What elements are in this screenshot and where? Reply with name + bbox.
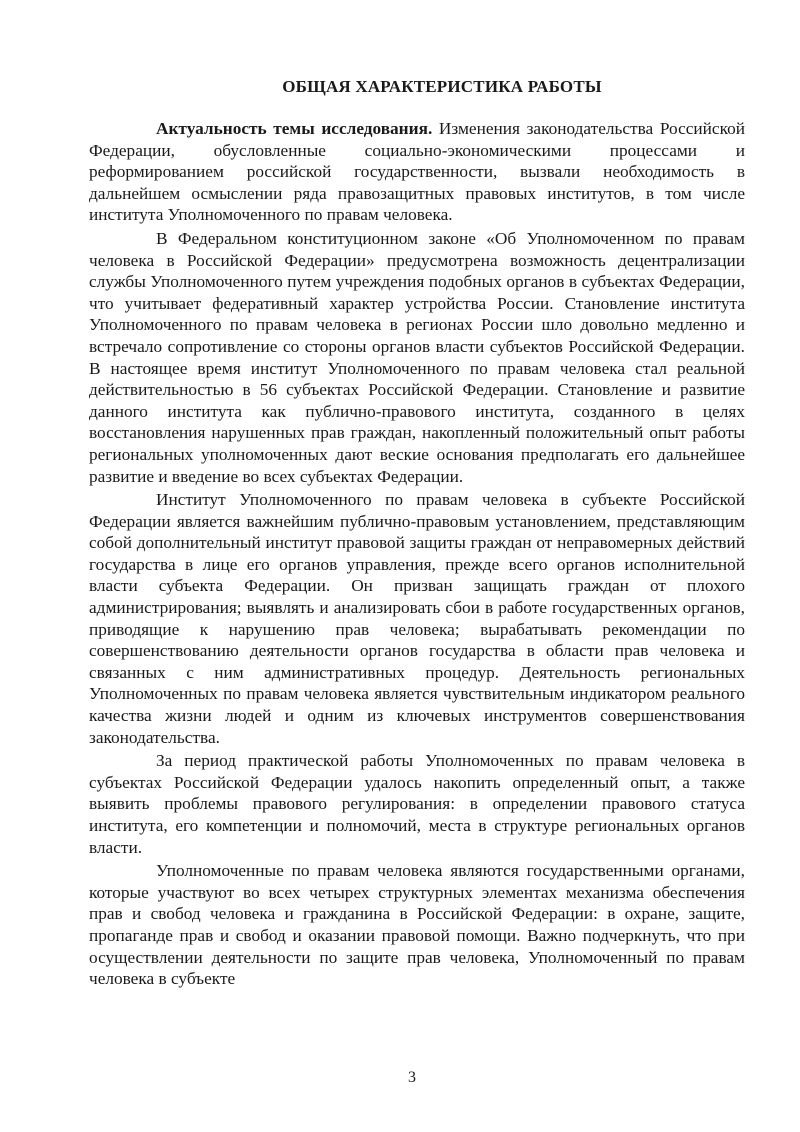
paragraph-text: За период практической работы Уполномоченных по правам человека в субъектах Российской Федерации удалось накопить определенный опыт, а также выявить проблемы правового регулирования: в определении правового статуса института, его компетенции и полномочий, места в структуре региональных органов власти. xyxy=(89,751,745,857)
document-body xyxy=(89,76,745,990)
section-heading: ОБЩАЯ ХАРАКТЕРИСТИКА РАБОТЫ xyxy=(282,77,602,96)
paragraph-text: Изменения законодательства Российской Федерации, обусловленные социально-экономическими процессами и реформированием российской государственности, вызвали необходимость в дальнейшем осмыслении ряда правозащитных правовых институтов, в том числе института Уполномоченного по правам человека. xyxy=(89,119,745,225)
paragraph-text: В Федеральном конституционном законе «Об Уполномоченном по правам человека в Российской Федерации» предусмотрена возможность децентрализации службы Уполномоченного путем учреждения подобных органов в субъектах Федерации, что учитывает федеративный характер устройства России. Становление института Уполномоченного по правам человека в регионах России шло довольно медленно и встречало сопротивление со стороны органов власти субъектов Российской Федерации. В настоящее время институт Уполномоченного по правам человека стал реальной действительностью в 56 субъектах Российской Федерации. Становление и развитие данного института как публично-правового института, созданного в целях восстановления нарушенных прав граждан, накопленный положительный опыт работы региональных уполномоченных дают веские основания предполагать его дальнейшее развитие и введение во всех субъектах Федерации. xyxy=(89,228,745,486)
paragraph-lead-bold: Актуальность темы исследования. xyxy=(156,119,433,138)
paragraph-text: Институт Уполномоченного по правам человека в субъекте Российской Федерации является важнейшим публично-правовым установлением, представляющим собой дополнительный институт правовой защиты граждан от неправомерных действий государства в лице его органов управления, прежде всего органов исполнительной власти субъекта Федерации. Он призван защищать граждан от плохого администрирования; выявлять и анализировать сбои в работе государственных органов, приводящие к нарушению прав человека; вырабатывать рекомендации по совершенствованию деятельности органов государства в области прав человека и связанных с ним административных процедур. Деятельность региональных Уполномоченных по правам человека является чувствительным индикатором реального качества жизни людей и одним из ключевых инструментов совершенствования законодательства. xyxy=(89,490,745,747)
paragraph-relevance xyxy=(89,118,745,226)
paragraph-state-bodies xyxy=(89,860,745,990)
paragraph-text: Уполномоченные по правам человека являются государственными органами, которые участвуют во всех четырех структурных элементах механизма обеспечения прав и свобод человека и гражданина в Российской Федерации: в охране, защите, пропаганде прав и свобод и оказании правовой помощи. Важно подчеркнуть, что при осуществлении деятельности по защите прав человека, Уполномоченный по правам человека в субъекте xyxy=(89,861,745,989)
page-number: 3 xyxy=(408,1069,416,1086)
paragraph-practice-period xyxy=(89,750,745,858)
paragraph-institute-role xyxy=(89,489,745,748)
paragraph-federal-law xyxy=(89,228,745,487)
